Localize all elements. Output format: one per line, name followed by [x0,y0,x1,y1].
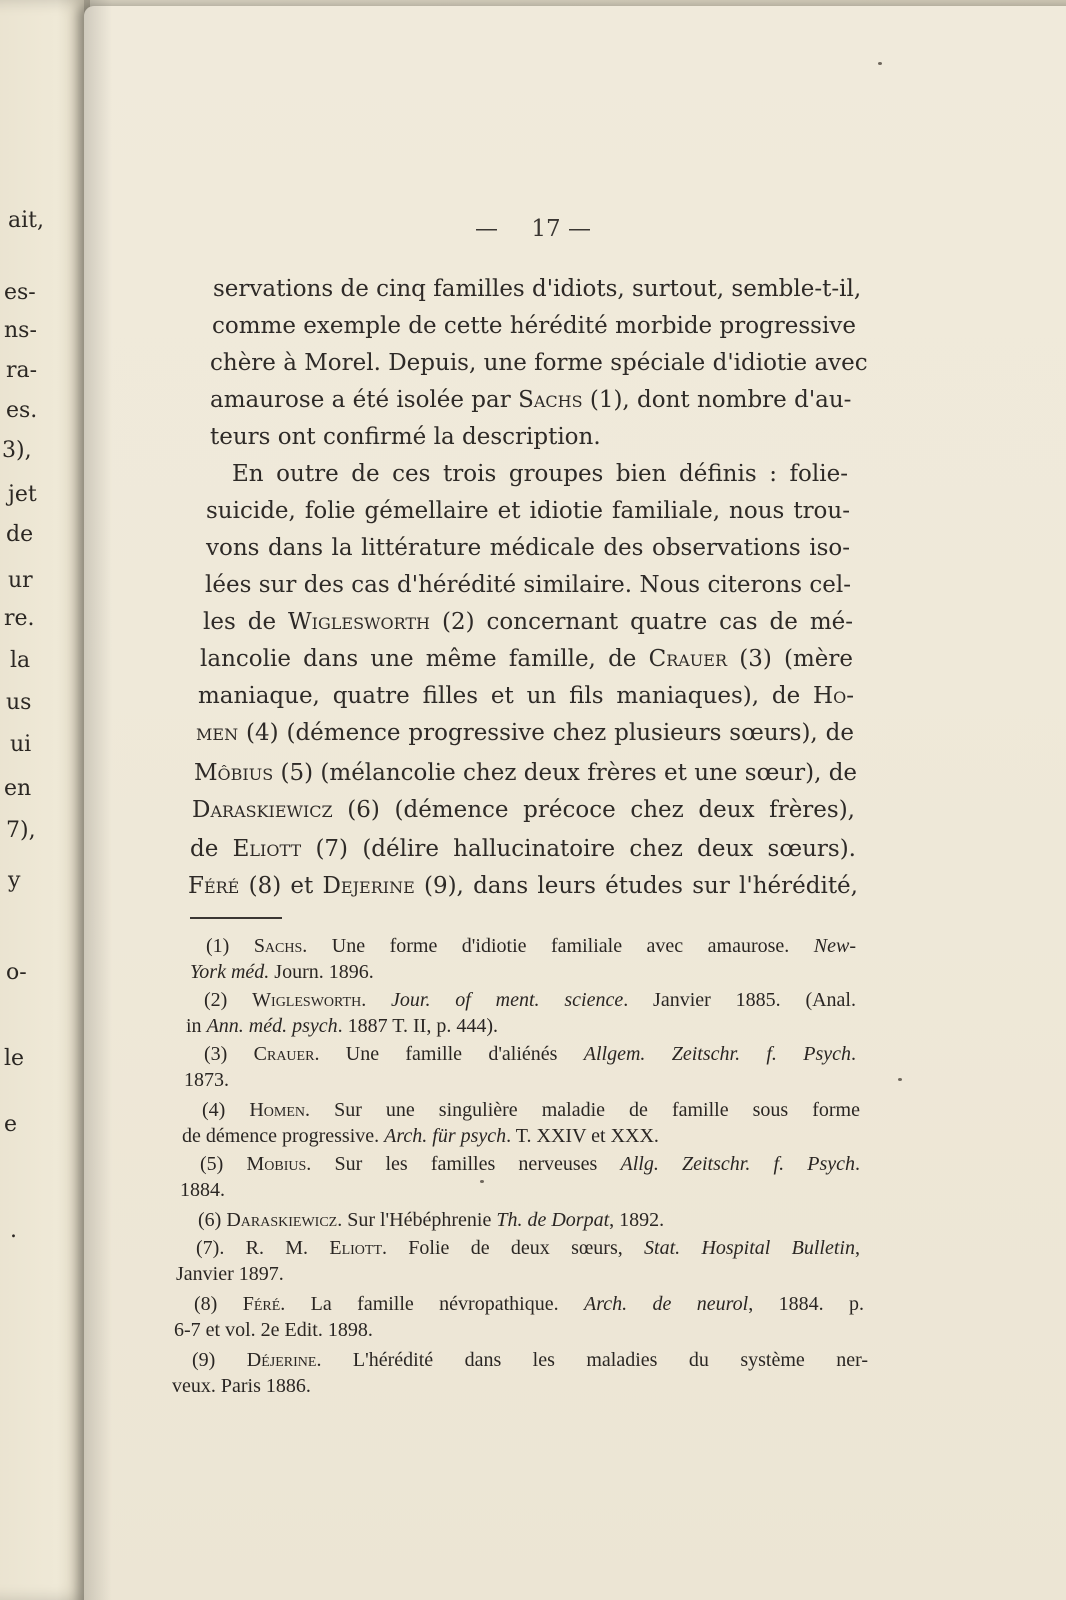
author-name: Sachs [253,935,303,957]
text-run: . L'hérédité dans les maladies du système ner- [316,1349,868,1371]
text-run: lées sur des cas d'hérédité similaire. Nous citerons cel- [205,572,851,598]
text-run: . T. XXIV et XXX. [506,1125,659,1147]
text-run: Journ. 1896. [269,961,374,983]
footnote-line [172,1374,311,1398]
body-line [212,312,856,340]
body-line [213,275,861,303]
author-name: Féré [188,873,240,899]
footnote-line [204,988,856,1012]
text-run: . 1887 T. II, p. 444). [337,1015,498,1037]
text-run: de [190,836,233,862]
body-line [210,349,868,377]
body-line [210,386,851,414]
left-page-fragment: 3), [2,438,32,463]
body-line [192,796,855,824]
citation-title: Stat. Hospital Bulletin [644,1237,855,1259]
text-run: Janvier 1897. [176,1263,284,1285]
text-run: (1), dont nombre d'au- [582,387,852,413]
text-run: . Sur une singulière maladie de famille sous forme [305,1099,860,1121]
paper-speck [898,1078,902,1081]
text-run: (8) et [239,873,323,899]
body-line [205,571,851,599]
footnote-rule [190,917,282,919]
footnote-line [184,1068,229,1092]
citation-title: Allg. Zeitschr. f. Psych [620,1153,856,1175]
left-page-fragment: y [8,868,21,893]
footnote-line [190,960,374,984]
text-run: . Janvier 1885. (Anal. [623,989,856,1011]
text-run: (6) [198,1209,227,1231]
body-line [196,719,854,747]
text-run: (3) [204,1043,254,1065]
text-run: (7). [196,1237,246,1259]
author-name: Ho- [813,683,854,709]
footnote-line [200,1152,860,1176]
author-name: Mobius [246,1153,307,1175]
body-line [203,608,853,636]
citation-title: Arch. für psych [384,1125,507,1147]
paper-speck [480,1180,484,1183]
text-run: (2) [204,989,253,1011]
author-name: Daraskiewicz [226,1209,338,1231]
footnote-line [206,934,856,958]
text-run: , 1884. p. [748,1293,865,1315]
footnote-line [198,1208,664,1232]
text-run: (4) [202,1099,250,1121]
text-run: , 1892. [609,1209,665,1231]
author-name: Eliott [232,836,302,862]
text-run: 6-7 et vol. 2e Edit. 1898. [174,1319,373,1341]
text-run: (2) concernant quatre cas de mé- [430,609,854,635]
left-page-fragment: le [4,1046,25,1071]
text-run: En outre de ces trois groupes bien définis : folie- [232,461,848,487]
citation-title: Ann. méd. psych [206,1015,338,1037]
text-run: (3) (mère [727,646,854,672]
text-run: (8) [194,1293,243,1315]
left-page-fragment: la [10,648,31,673]
text-run: teurs ont confirmé la description. [210,424,601,450]
left-page-fragment: ait, [8,208,44,233]
text-run: veux. Paris 1886. [172,1375,311,1397]
text-run: (9), dans leurs études sur l'hérédité, [414,873,858,899]
body-line [206,497,850,525]
author-name: Féré [242,1293,281,1315]
left-page-fragment: es- [4,280,36,305]
left-page-fragment: jet [8,482,37,507]
text-run: . Une forme d'idiotie familiale avec amaurose. [302,935,814,957]
citation-title: New- [813,935,856,957]
author-name: Crauer [648,646,728,672]
author-name: Wiglesworth [288,609,431,635]
text-run: (5) [200,1153,247,1175]
text-run: . Folie de deux sœurs, [382,1237,645,1259]
citation-title: Arch. de neurol [583,1293,749,1315]
text-run: suicide, folie gémellaire et idiotie familiale, nous trou- [206,498,850,524]
citation-title: Allgem. Zeitschr. f. Psych [583,1043,851,1065]
left-page-fragment: re. [4,606,35,631]
text-run: . Une famille d'aliénés [314,1043,584,1065]
text-run: 1884. [180,1179,225,1201]
left-page-fragment: 7), [6,818,36,843]
footnote-line [180,1178,225,1202]
body-line [190,835,856,863]
footnote-line [186,1014,498,1038]
left-page-fragment: en [4,776,32,801]
author-name: Crauer [253,1043,315,1065]
author-name: Dejerine [322,873,415,899]
text-run: (4) (démence progressive chez plusieurs sœurs), de [238,720,854,746]
text-run: vons dans la littérature médicale des observations iso- [206,535,850,561]
left-page-fragment: . [10,1218,17,1243]
left-page-fragment: ui [10,732,32,757]
body-line [210,423,601,451]
citation-title: York méd. [190,961,270,983]
citation-title: Jour. of ment. science [391,989,624,1011]
text-run: maniaque, quatre filles et un fils maniaques), de [198,683,814,709]
author-name: Homen [249,1099,306,1121]
author-name: Daraskiewicz [192,797,333,823]
footnote-line [192,1348,868,1372]
left-page-fragment: ra- [6,358,38,383]
paper-speck [878,62,882,65]
left-page-fragment: es. [6,398,38,423]
body-line [198,682,854,710]
footnote-line [176,1262,284,1286]
text-run: 1873. [184,1069,229,1091]
page-number: — 17 — [475,216,591,242]
footnote-line [196,1236,860,1260]
body-line [206,534,850,562]
author-name: R. M. Eliott [245,1237,382,1259]
text-run: (9) [192,1349,247,1371]
left-page-fragment: e [4,1112,18,1137]
text-run: les de [203,609,289,635]
text-run: in [186,1015,207,1037]
body-line [194,759,857,787]
text-run: amaurose a été isolée par [210,387,519,413]
author-name: men [196,720,239,746]
text-run: . Sur l'Hébéphrenie [337,1209,497,1231]
left-page-fragment: ns- [4,318,37,343]
text-run: lancolie dans une même famille, de [200,646,649,672]
body-line [200,645,853,673]
text-run: . Sur les familles nerveuses [306,1153,621,1175]
left-page-fragment: us [6,690,32,715]
body-line [188,872,858,900]
text-run: . La famille névropathique. [280,1293,584,1315]
text-run: comme exemple de cette hérédité morbide progressive [212,313,856,339]
footnote-line [202,1098,860,1122]
citation-title: Th. de Dorpat [496,1209,610,1231]
text-run: (1) [206,935,254,957]
body-line [232,460,848,488]
author-name: Sachs [518,387,583,413]
footnote-line [182,1124,659,1148]
text-run: . [855,1153,861,1175]
author-name: Déjerine [246,1349,317,1371]
footnote-line [194,1292,864,1316]
footnote-line [174,1318,373,1342]
text-run: de démence progressive. [182,1125,385,1147]
footnote-line [204,1042,856,1066]
author-name: Môbius [194,760,274,786]
page-number-value: 17 [531,216,561,242]
text-run: . [361,989,392,1011]
left-page-fragment: ur [8,568,33,593]
text-run: , [854,1237,860,1259]
text-run: chère à Morel. Depuis, une forme spéciale d'idiotie avec [210,350,868,376]
text-run: (7) (délire hallucinatoire chez deux sœurs). [301,836,856,862]
text-run: . [851,1043,856,1065]
left-page-fragment: de [6,522,34,547]
text-run: servations de cinq familles d'idiots, surtout, semble-t-il, [213,276,862,302]
text-run: (6) (démence précoce chez deux frères), [332,797,855,823]
left-page-fragment: o- [6,960,27,985]
text-run: (5) (mélancolie chez deux frères et une sœur), de [273,760,858,786]
author-name: Wiglesworth [252,989,362,1011]
